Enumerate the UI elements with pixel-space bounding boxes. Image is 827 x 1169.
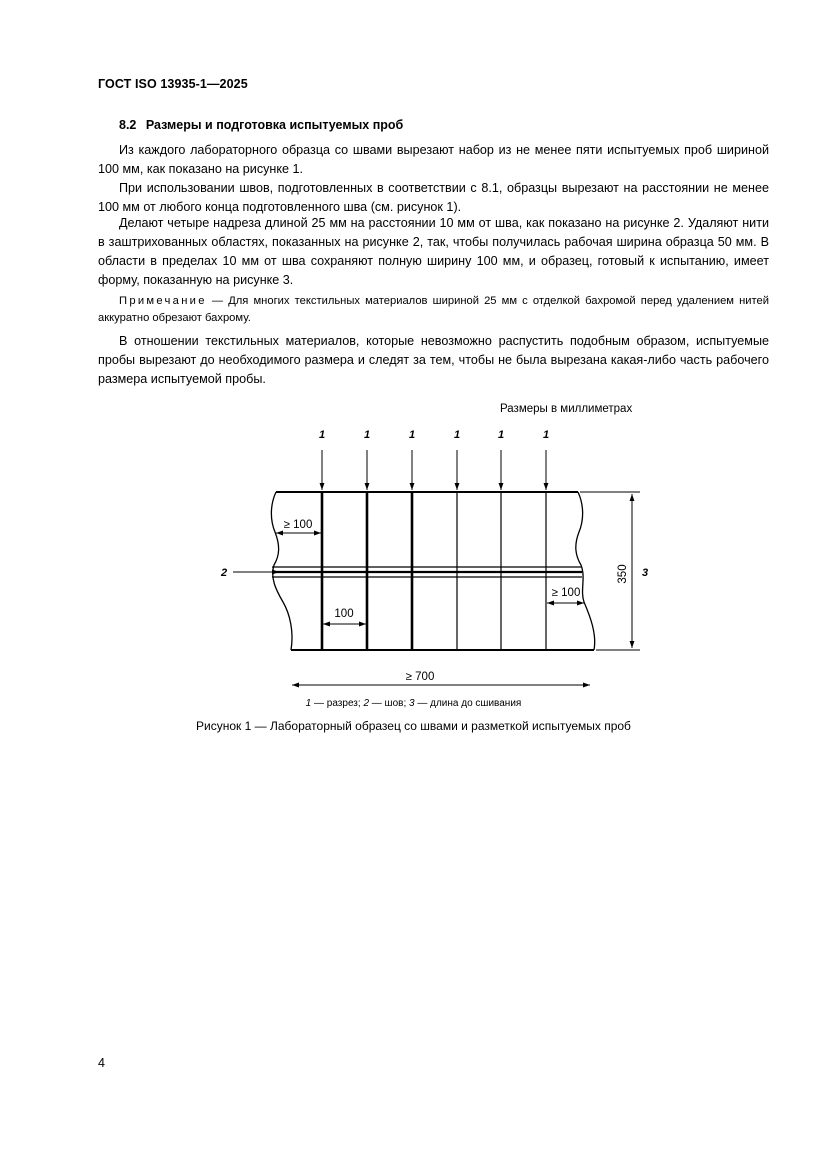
paragraph-1: Из каждого лабораторного образца со швами вырезают набор из не менее пяти испытуемых проб шириной 100 мм, как показано на рисунке 1. — [98, 143, 769, 176]
cut-marker-4: 1 — [453, 429, 461, 441]
note-label: Примечание — [119, 295, 207, 307]
seam-marker: 2 — [220, 567, 228, 579]
length-marker: 3 — [641, 567, 649, 579]
figure-units-label: Размеры в миллиметрах — [500, 403, 633, 415]
cut-marker-6: 1 — [542, 429, 550, 441]
cut-marker-3: 1 — [408, 429, 416, 441]
legend-number-2: 2 — [363, 698, 369, 709]
cut-marker-1: 1 — [318, 429, 326, 441]
legend-text-2: — шов; — [371, 698, 407, 709]
dim-specimen-width-label: 100 — [334, 608, 354, 620]
page-number: 4 — [98, 1056, 105, 1070]
document-header-id: ГОСТ ISO 13935-1—2025 — [98, 77, 248, 91]
legend-text-3: — длина до сшивания — [417, 698, 522, 709]
dim-min-edge-right-label: ≥ 100 — [551, 587, 581, 599]
note-text: — Для многих текстильных материалов шириной 25 мм с отделкой бахромой перед удалением нитей аккуратно обрезают бахрому. — [98, 295, 769, 324]
paragraph-4: В отношении текстильных материалов, которые невозможно распустить подобным образом, испытуемые пробы вырезают до необходимого размера и следят за тем, чтобы не была вырезана какая-либо часть рабочего размера испытуемой пробы. — [98, 334, 769, 386]
cut-marker-5: 1 — [497, 429, 505, 441]
paragraph-2: При использовании швов, подготовленных в соответствии с 8.1, образцы вырезают на расстоянии не менее 100 мм от любого конца подготовленного шва (см. рисунок 1). — [98, 181, 769, 214]
cut-marker-2: 1 — [363, 429, 371, 441]
dim-total-min-length-label: ≥ 700 — [405, 671, 435, 683]
legend-text-1: — разрез; — [314, 698, 361, 709]
dim-min-edge-left-label: ≥ 100 — [283, 519, 313, 531]
legend-number-3: 3 — [409, 698, 415, 709]
dim-seam-length-label: 350 — [617, 564, 629, 584]
cut-pointers — [322, 450, 546, 490]
figure-caption: Рисунок 1 — Лабораторный образец со швами и разметкой испытуемых проб — [196, 719, 631, 733]
paragraph-3: Делают четыре надреза длиной 25 мм на расстоянии 10 мм от шва, как показано на рисунке 2. Удаляют нити в заштрихованных областях, показанных на рисунке 2, так, чтобы получилась рабочая ширина образца 50 мм. В области в пределах 10 мм от шва сохраняют полную ширину 100 мм, и образец, готовый к испытанию, имеет форму, показанную на рисунке 3. — [98, 216, 769, 287]
legend-number-1: 1 — [305, 698, 312, 709]
seam-lines — [272, 567, 582, 577]
section-number: 8.2 — [119, 118, 137, 132]
figure-legend — [0, 698, 827, 709]
dim-seam-length — [580, 492, 640, 650]
section-title: Размеры и подготовка испытуемых проб — [145, 118, 404, 132]
